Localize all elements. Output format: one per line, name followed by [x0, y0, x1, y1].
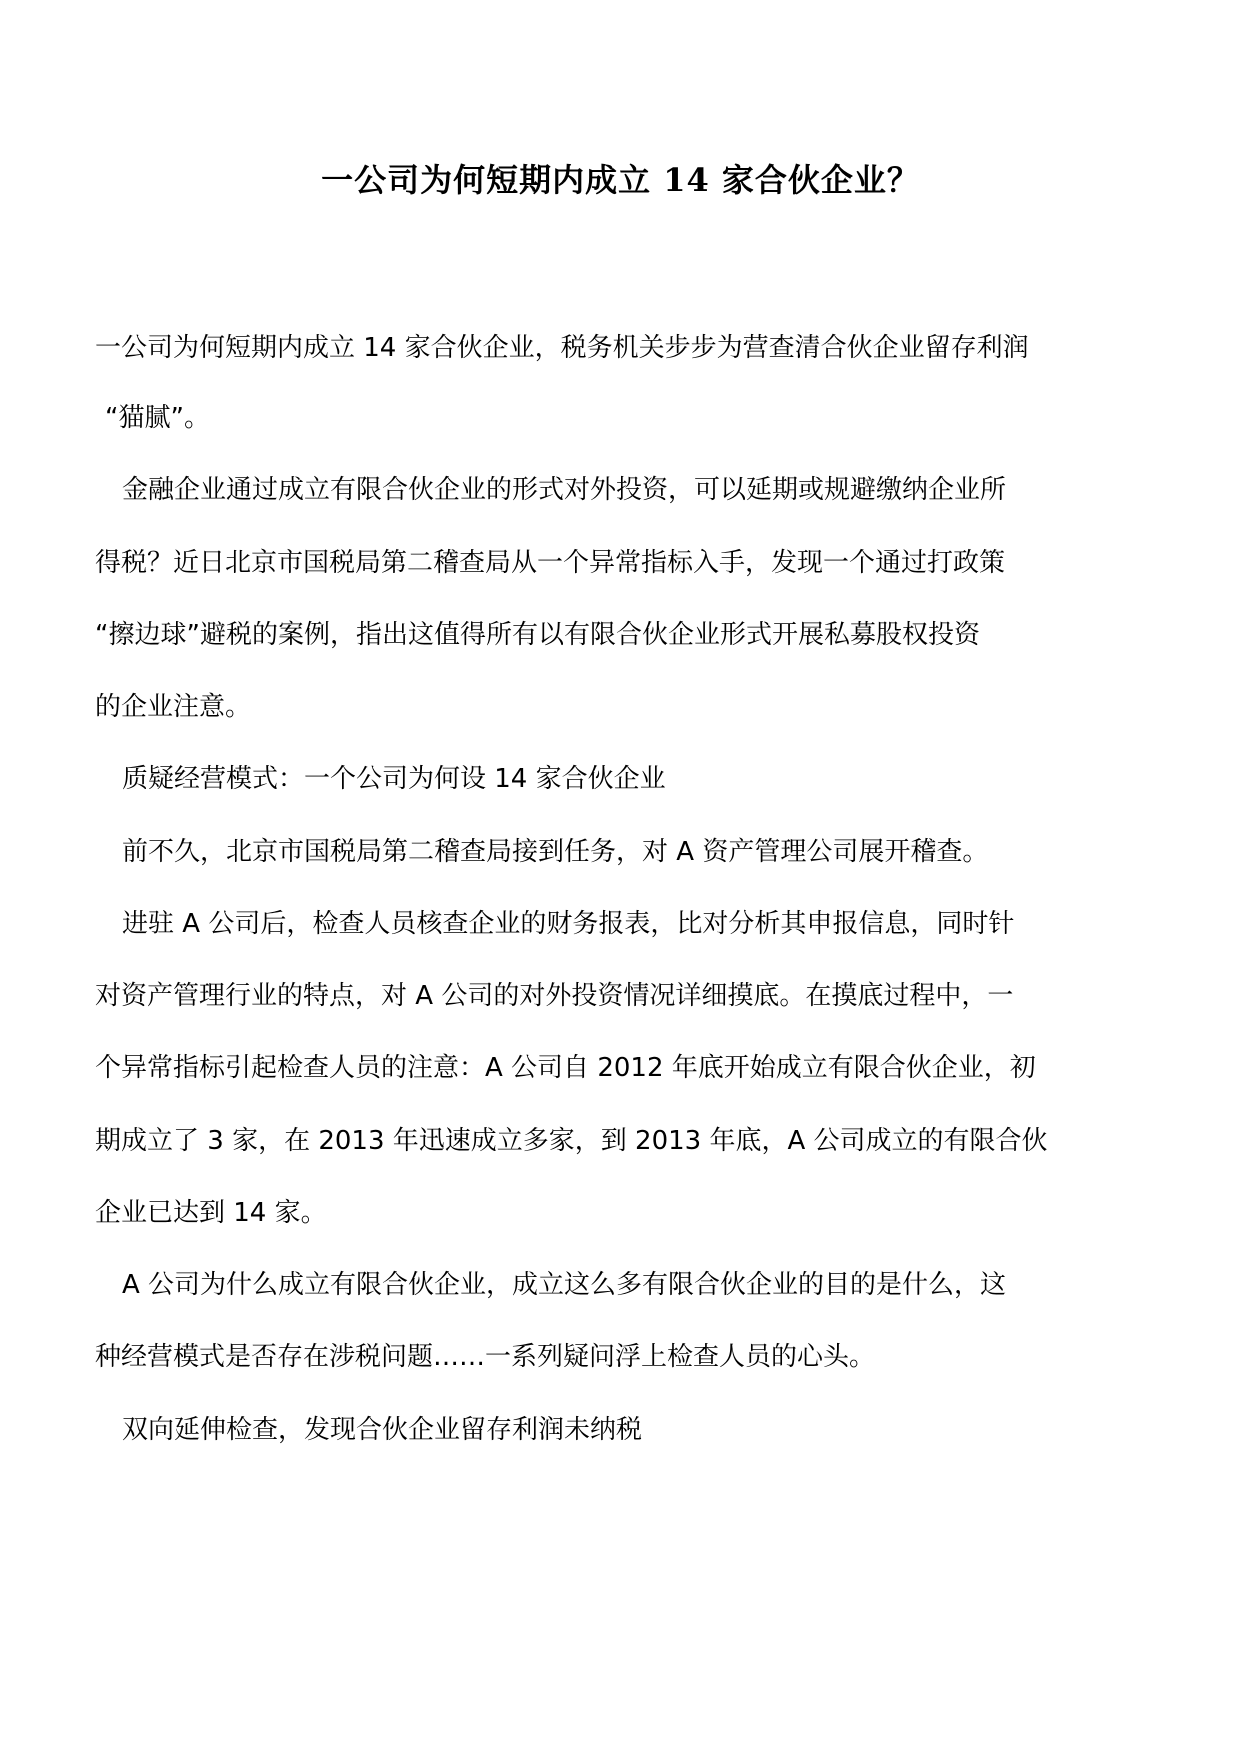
- paragraph-line: 得税？近日北京市国税局第二稽查局从一个异常指标入手，发现一个通过打政策: [95, 548, 1006, 578]
- section-heading: 双向延伸检查，发现合伙企业留存利润未纳税: [122, 1415, 643, 1445]
- paragraph-line: 期成立了 3 家，在 2013 年迅速成立多家，到 2013 年底，A 公司成立的有限合伙: [95, 1126, 1048, 1156]
- paragraph-line: 企业已达到 14 家。: [95, 1198, 327, 1228]
- paragraph-line: “擦边球”避税的案例，指出这值得所有以有限合伙企业形式开展私募股权投资: [95, 620, 980, 650]
- document-title: 一公司为何短期内成立 14 家合伙企业？: [321, 161, 920, 199]
- paragraph-line: 一公司为何短期内成立 14 家合伙企业，税务机关步步为营查清合伙企业留存利润: [95, 333, 1029, 363]
- paragraph-line: “猫腻”。: [105, 403, 210, 433]
- paragraph-line: 前不久，北京市国税局第二稽查局接到任务，对 A 资产管理公司展开稽查。: [122, 837, 989, 867]
- paragraph-line: 对资产管理行业的特点，对 A 公司的对外投资情况详细摸底。在摸底过程中，一: [95, 981, 1014, 1011]
- paragraph-line: A 公司为什么成立有限合伙企业，成立这么多有限合伙企业的目的是什么，这: [122, 1270, 1007, 1300]
- paragraph-line: 个异常指标引起检查人员的注意：A 公司自 2012 年底开始成立有限合伙企业，初: [95, 1053, 1036, 1083]
- paragraph-line: 种经营模式是否存在涉税问题……一系列疑问浮上检查人员的心头。: [95, 1342, 876, 1372]
- paragraph-line: 的企业注意。: [95, 692, 252, 722]
- paragraph-line: 进驻 A 公司后，检查人员核查企业的财务报表，比对分析其申报信息，同时针: [122, 909, 1015, 939]
- section-heading: 质疑经营模式：一个公司为何设 14 家合伙企业: [122, 764, 666, 794]
- paragraph-line: 金融企业通过成立有限合伙企业的形式对外投资，可以延期或规避缴纳企业所: [122, 475, 1007, 505]
